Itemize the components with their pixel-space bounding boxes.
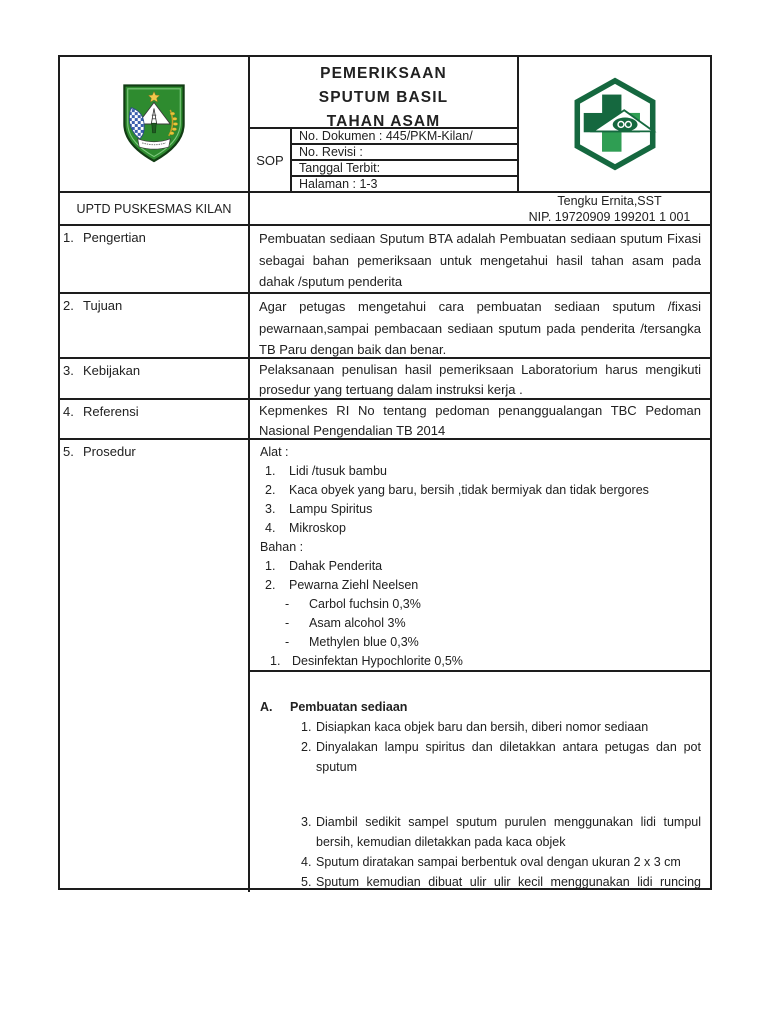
sop-meta-block (250, 129, 517, 191)
section-tujuan-text: Agar petugas mengetahui cara pembuatan sediaan sputum /fixasi pewarnaan,sampai pembacaan sediaan sputum pada penderita /tersangka TB Paru dengan baik dan benar. (259, 299, 701, 357)
section-number: 3. (63, 363, 74, 378)
section-prosedur (60, 438, 710, 892)
step-item: 5. Sputum kemudian dibuat ulir ulir kecil menggunakan lidi runcing (301, 875, 701, 889)
header-middle-column (250, 57, 517, 191)
alat-item: 2. Kaca obyek yang baru, bersih ,tidak bermiyak dan tidak bergores (265, 483, 649, 497)
section-number: 4. (63, 404, 74, 419)
title-line-1: PEMERIKSAAN (320, 65, 447, 82)
section-referensi (60, 398, 710, 438)
step-item: 1. Disiapkan kaca objek baru dan bersih, diberi nomor sediaan (301, 720, 649, 734)
bahan-sub-item: - Asam alcohol 3% (285, 616, 406, 630)
section-pengertian (60, 224, 710, 292)
step-item: 3. Diambil sedikit sampel sputum purulen menggunakan lidi tumpul bersih, kemudian diletakkan pada kaca objek (301, 815, 701, 849)
puskesmas-logo-cell (517, 57, 710, 191)
section-tujuan (60, 292, 710, 357)
section-number: 2. (63, 298, 74, 313)
subsection-a-title: A. Pembuatan sediaan (260, 700, 408, 714)
signatory-name: Tengku Ernita,SST (557, 193, 662, 208)
alat-item: 1. Lidi /tusuk bambu (265, 464, 387, 478)
section-number: 1. (63, 230, 74, 245)
sop-field-tanggal-terbit: Tanggal Terbit: (292, 161, 517, 177)
regency-crest-cell (60, 57, 250, 191)
section-kebijakan (60, 357, 710, 398)
section-pengertian-text: Pembuatan sediaan Sputum BTA adalah Pembuatan sediaan sputum Fixasi sebagai bahan pemeriksaan untuk mengetahui hasil tahan asam pada dahak /sputum penderita (259, 231, 701, 289)
signatory-nip: NIP. 19720909 199201 1 001 (528, 209, 691, 224)
header-row (60, 57, 710, 191)
bahan-item: 2. Pewarna Ziehl Neelsen (265, 578, 419, 592)
puskesmas-logo (569, 78, 661, 170)
sop-document-table (58, 55, 712, 890)
desinfektan-item: 1. Desinfektan Hypochlorite 0,5% (270, 654, 463, 668)
section-kebijakan-text: Pelaksanaan penulisan hasil pemeriksaan Laboratorium harus mengikuti prosedur yang tertuang dalam instruksi kerja . (259, 362, 701, 397)
organization-name: UPTD PUSKESMAS KILAN (60, 193, 250, 224)
section-label: Kebijakan (83, 363, 141, 378)
section-referensi-text: Kepmenkes RI No tentang pedoman penanggualangan TBC Pedoman Nasional Pengendalian TB 2014 (259, 403, 701, 438)
bahan-sub-item: - Methylen blue 0,3% (285, 635, 419, 649)
regency-crest-logo (117, 82, 191, 166)
bahan-item: 1. Dahak Penderita (265, 559, 383, 573)
alat-item: 3. Lampu Spiritus (265, 502, 373, 516)
alat-item: 4. Mikroskop (265, 521, 346, 535)
sop-field-no-revisi: No. Revisi : (292, 145, 517, 161)
signatory-block (511, 193, 710, 224)
sop-meta-rows (292, 129, 517, 191)
prosedur-tools-materials (250, 440, 710, 672)
step-item: 2. Dinyalakan lampu spiritus dan diletakkan antara petugas dan pot sputum (301, 740, 701, 774)
alat-heading: Alat : (260, 445, 289, 459)
sop-type-label: SOP (250, 129, 292, 191)
section-label: Tujuan (83, 298, 123, 313)
section-number: 5. (63, 444, 74, 459)
signature-area (250, 193, 710, 224)
step-item: 4. Sputum diratakan sampai berbentuk oval dengan ukuran 2 x 3 cm (301, 855, 681, 869)
bahan-heading: Bahan : (260, 540, 304, 554)
section-label: Pengertian (83, 230, 146, 245)
title-line-3: TAHAN ASAM (326, 113, 441, 130)
title-line-2: SPUTUM BASIL (318, 89, 449, 106)
document-title (250, 57, 517, 129)
organization-row (60, 191, 710, 224)
bahan-sub-item: - Carbol fuchsin 0,3% (285, 597, 421, 611)
prosedur-content (250, 440, 710, 892)
prosedur-steps-block (250, 672, 710, 892)
sop-field-halaman: Halaman : 1-3 (299, 177, 378, 191)
section-label: Referensi (83, 404, 139, 419)
sop-field-no-dokumen: No. Dokumen : 445/PKM-Kilan/ (292, 129, 517, 145)
section-label: Prosedur (83, 444, 136, 459)
